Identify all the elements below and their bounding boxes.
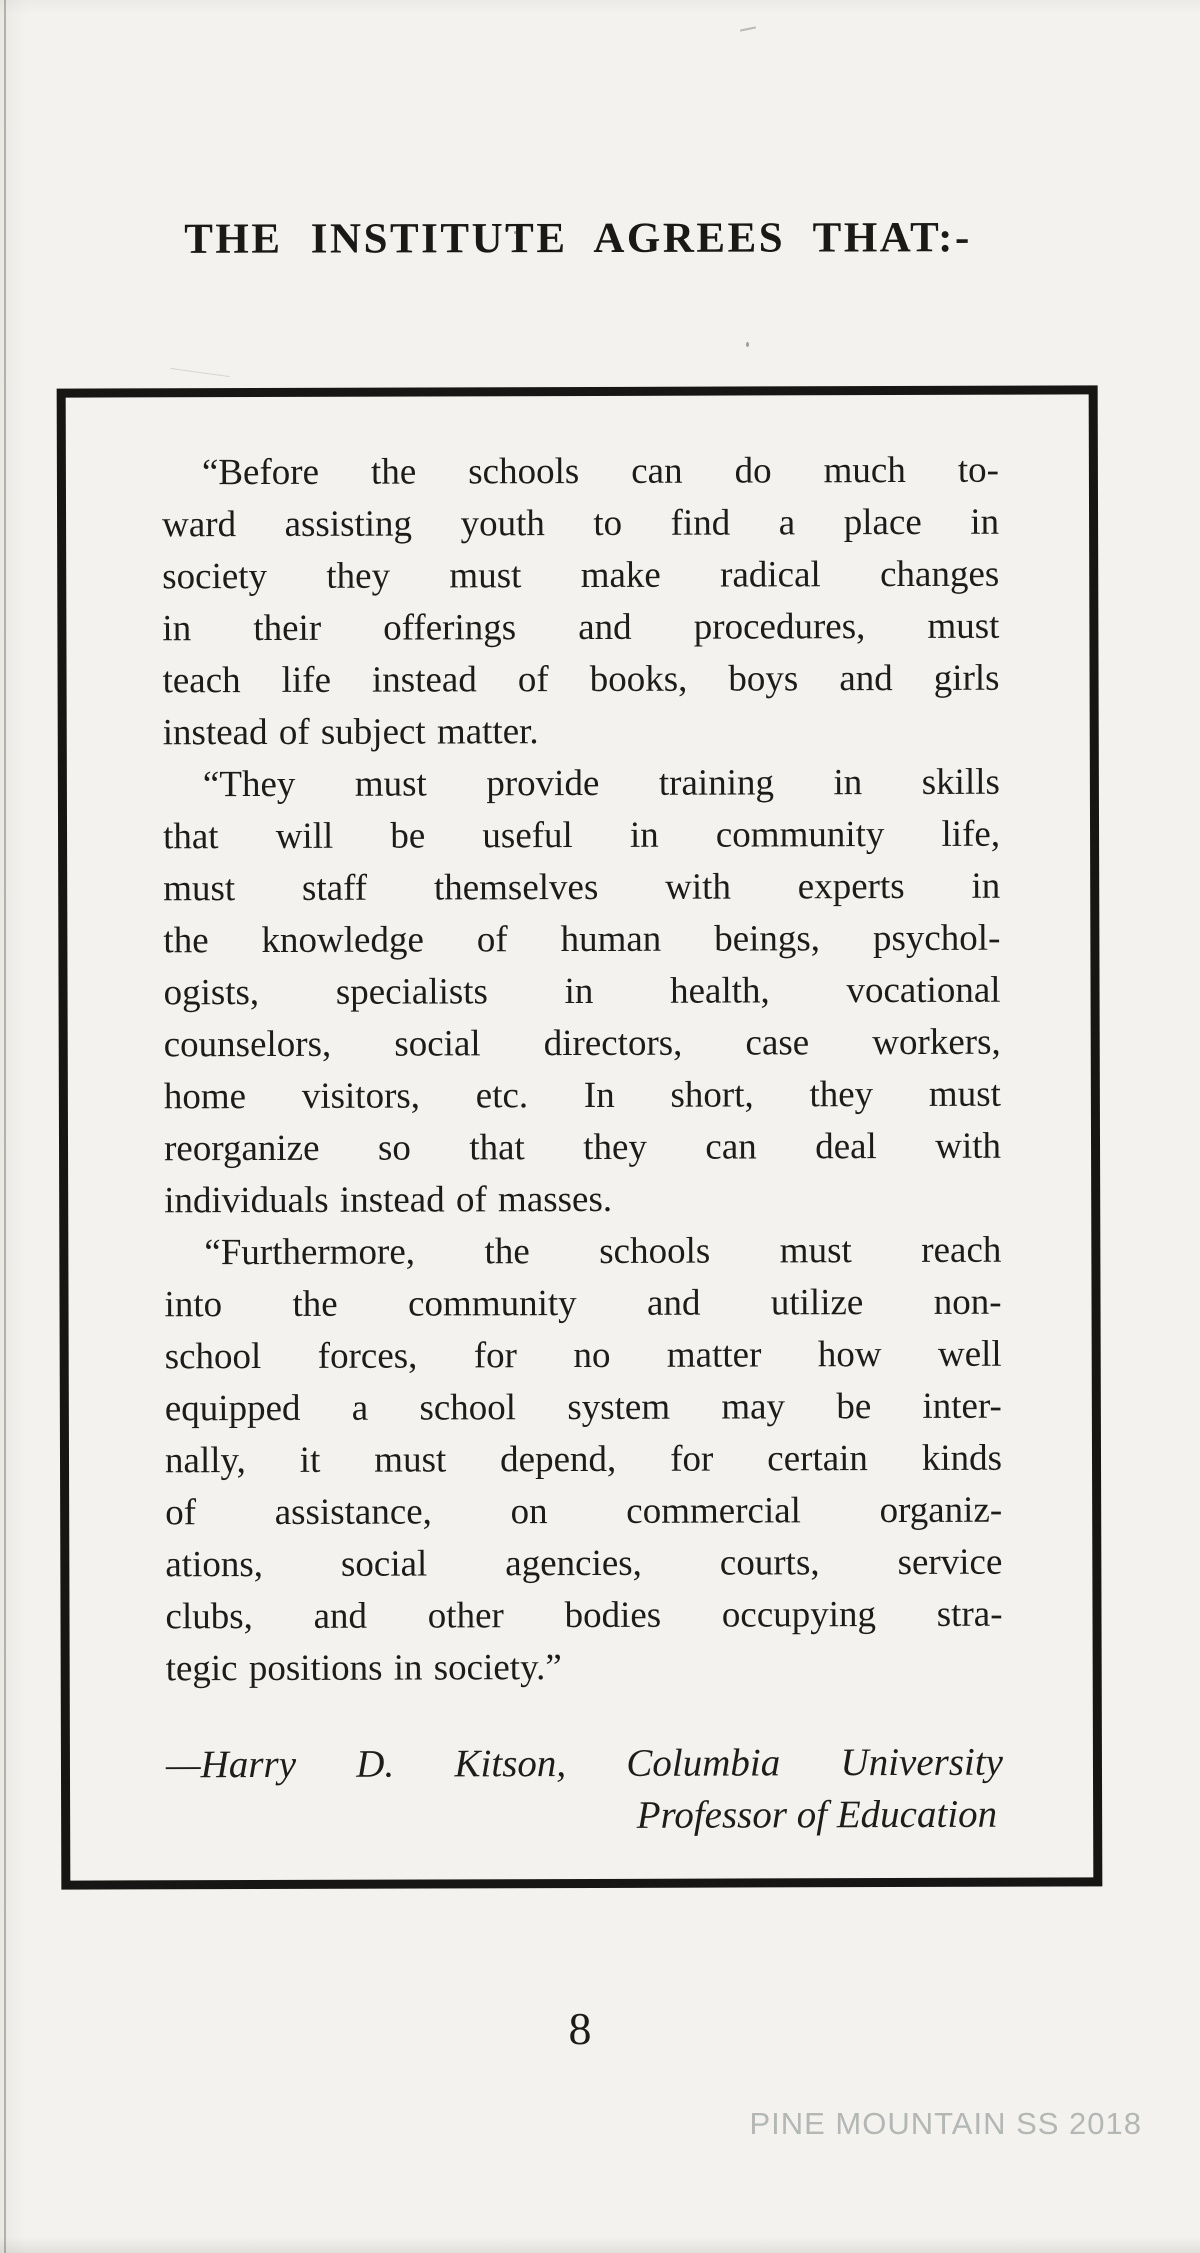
quote-line: school forces, for no matter how well xyxy=(164,1333,1002,1378)
quote-line: of assistance, on commercial organiz- xyxy=(165,1489,1003,1534)
attribution-title: Professor of Education xyxy=(636,1792,998,1837)
quote-line: nally, it must depend, for certain kinds xyxy=(164,1437,1003,1482)
quote-line: teach life instead of books, boys and girls xyxy=(162,657,1000,702)
quote-line: into the community and utilize non- xyxy=(164,1281,1002,1326)
quote-line: society they must make radical changes xyxy=(162,553,1000,598)
quote-line: the knowledge of human beings, psychol- xyxy=(163,917,1001,962)
quote-line: must staff themselves with experts in xyxy=(163,865,1001,910)
quote-line: home visitors, etc. In short, they must xyxy=(163,1073,1001,1118)
page-title: THE INSTITUTE AGREES THAT:- xyxy=(184,214,972,263)
watermark: PINE MOUNTAIN SS 2018 xyxy=(749,2106,1142,2141)
quote-line: “Furthermore, the schools must reach xyxy=(204,1229,1002,1274)
scan-speck xyxy=(746,342,749,347)
quote-line: “Before the schools can do much to- xyxy=(201,449,999,494)
quote-line: equipped a school system may be inter- xyxy=(164,1385,1002,1430)
quote-line: tegic positions in society.” xyxy=(165,1647,562,1690)
quote-line: instead of subject matter. xyxy=(162,711,539,754)
quote-line: individuals instead of masses. xyxy=(164,1178,613,1222)
quote-line: that will be useful in community life, xyxy=(162,813,1001,858)
quote-line: clubs, and other bodies occupying stra- xyxy=(165,1593,1003,1638)
quote-line: in their offerings and procedures, must xyxy=(162,605,1000,650)
quote-line: reorganize so that they can deal with xyxy=(163,1125,1002,1170)
quote-line: ations, social agencies, courts, service xyxy=(165,1541,1003,1586)
quote-line: ogists, specialists in health, vocational xyxy=(163,969,1001,1014)
scan-scratch xyxy=(170,368,230,377)
quote-line: ward assisting youth to find a place in xyxy=(162,501,1000,546)
scan-scratch xyxy=(740,26,756,31)
quote-line: “They must provide training in skills xyxy=(202,761,1000,806)
quote-paragraphs xyxy=(66,394,1093,1695)
attribution-author: —Harry D. Kitson, Columbia University xyxy=(165,1740,1004,1787)
page-number: 8 xyxy=(568,2003,592,2054)
quote-box xyxy=(57,385,1103,1889)
quote-attribution xyxy=(70,1736,1093,1843)
quote-line: counselors, social directors, case workers, xyxy=(163,1021,1001,1066)
